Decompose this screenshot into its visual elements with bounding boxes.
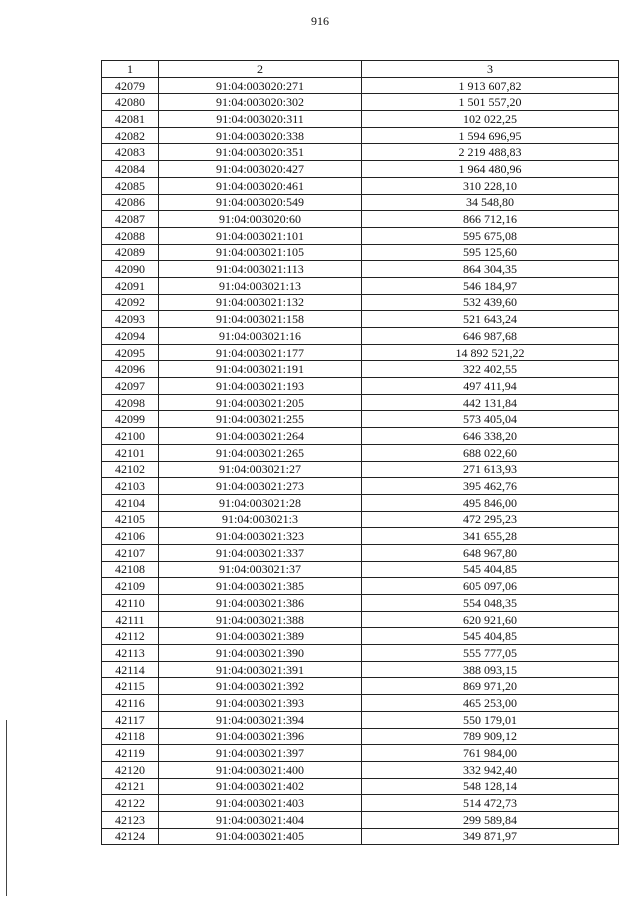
- value-cell: 548 128,14: [362, 778, 619, 795]
- table-row: [102, 444, 619, 461]
- value-cell: 550 179,01: [362, 711, 619, 728]
- cadastral-number-cell: 91:04:003021:264: [159, 428, 362, 445]
- row-number-cell: 42113: [102, 645, 159, 662]
- table-row: [102, 111, 619, 128]
- cadastral-number-cell: 91:04:003021:158: [159, 311, 362, 328]
- cadastral-number-cell: 91:04:003021:273: [159, 478, 362, 495]
- table-row: [102, 411, 619, 428]
- value-cell: 521 643,24: [362, 311, 619, 328]
- registry-table: [101, 60, 619, 845]
- value-cell: 595 675,08: [362, 227, 619, 244]
- cadastral-number-cell: 91:04:003021:27: [159, 461, 362, 478]
- table-row: [102, 361, 619, 378]
- cadastral-number-cell: 91:04:003021:386: [159, 595, 362, 612]
- cadastral-number-cell: 91:04:003021:193: [159, 378, 362, 395]
- table-row: [102, 144, 619, 161]
- row-number-cell: 42106: [102, 528, 159, 545]
- table-row: [102, 478, 619, 495]
- row-number-cell: 42088: [102, 227, 159, 244]
- value-cell: 554 048,35: [362, 595, 619, 612]
- value-cell: 869 971,20: [362, 678, 619, 695]
- row-number-cell: 42079: [102, 77, 159, 94]
- table-row: [102, 94, 619, 111]
- value-cell: 497 411,94: [362, 378, 619, 395]
- table-row: [102, 394, 619, 411]
- row-number-cell: 42114: [102, 661, 159, 678]
- table-row: [102, 811, 619, 828]
- table-row: [102, 211, 619, 228]
- row-number-cell: 42092: [102, 294, 159, 311]
- row-number-cell: 42082: [102, 127, 159, 144]
- value-cell: 1 501 557,20: [362, 94, 619, 111]
- table-row: [102, 561, 619, 578]
- cadastral-number-cell: 91:04:003021:337: [159, 544, 362, 561]
- value-cell: 595 125,60: [362, 244, 619, 261]
- cadastral-number-cell: 91:04:003020:302: [159, 94, 362, 111]
- row-number-cell: 42118: [102, 728, 159, 745]
- value-cell: 442 131,84: [362, 394, 619, 411]
- table-row: [102, 795, 619, 812]
- value-cell: 34 548,80: [362, 194, 619, 211]
- row-number-cell: 42085: [102, 177, 159, 194]
- row-number-cell: 42099: [102, 411, 159, 428]
- table-row: [102, 177, 619, 194]
- row-number-cell: 42109: [102, 578, 159, 595]
- value-cell: 620 921,60: [362, 611, 619, 628]
- cadastral-number-cell: 91:04:003021:396: [159, 728, 362, 745]
- cadastral-number-cell: 91:04:003021:392: [159, 678, 362, 695]
- cadastral-number-cell: 91:04:003021:132: [159, 294, 362, 311]
- value-cell: 761 984,00: [362, 745, 619, 762]
- cadastral-number-cell: 91:04:003021:394: [159, 711, 362, 728]
- value-cell: 573 405,04: [362, 411, 619, 428]
- value-cell: 1 964 480,96: [362, 161, 619, 178]
- value-cell: 545 404,85: [362, 561, 619, 578]
- row-number-cell: 42105: [102, 511, 159, 528]
- column-header-1: 1: [102, 61, 159, 78]
- row-number-cell: 42123: [102, 811, 159, 828]
- value-cell: 545 404,85: [362, 628, 619, 645]
- registry-table-body: [102, 61, 619, 845]
- cadastral-number-cell: 91:04:003021:101: [159, 227, 362, 244]
- value-cell: 395 462,76: [362, 478, 619, 495]
- row-number-cell: 42117: [102, 711, 159, 728]
- table-row: [102, 227, 619, 244]
- row-number-cell: 42087: [102, 211, 159, 228]
- table-row: [102, 161, 619, 178]
- table-row: [102, 661, 619, 678]
- value-cell: 1 913 607,82: [362, 77, 619, 94]
- table-row: [102, 328, 619, 345]
- row-number-cell: 42081: [102, 111, 159, 128]
- cadastral-number-cell: 91:04:003021:37: [159, 561, 362, 578]
- row-number-cell: 42090: [102, 261, 159, 278]
- row-number-cell: 42102: [102, 461, 159, 478]
- row-number-cell: 42097: [102, 378, 159, 395]
- table-row: [102, 277, 619, 294]
- value-cell: 646 338,20: [362, 428, 619, 445]
- row-number-cell: 42120: [102, 761, 159, 778]
- value-cell: 472 295,23: [362, 511, 619, 528]
- value-cell: 14 892 521,22: [362, 344, 619, 361]
- cadastral-number-cell: 91:04:003020:549: [159, 194, 362, 211]
- cadastral-number-cell: 91:04:003021:402: [159, 778, 362, 795]
- table-row: [102, 127, 619, 144]
- table-row: [102, 711, 619, 728]
- row-number-cell: 42115: [102, 678, 159, 695]
- value-cell: 605 097,06: [362, 578, 619, 595]
- cadastral-number-cell: 91:04:003020:427: [159, 161, 362, 178]
- table-row: [102, 628, 619, 645]
- cadastral-number-cell: 91:04:003020:271: [159, 77, 362, 94]
- cadastral-number-cell: 91:04:003021:255: [159, 411, 362, 428]
- value-cell: 332 942,40: [362, 761, 619, 778]
- row-number-cell: 42103: [102, 478, 159, 495]
- table-row: [102, 294, 619, 311]
- column-header-3: 3: [362, 61, 619, 78]
- cadastral-number-cell: 91:04:003021:28: [159, 494, 362, 511]
- cadastral-number-cell: 91:04:003021:13: [159, 277, 362, 294]
- table-row: [102, 578, 619, 595]
- value-cell: 341 655,28: [362, 528, 619, 545]
- cadastral-number-cell: 91:04:003020:311: [159, 111, 362, 128]
- row-number-cell: 42111: [102, 611, 159, 628]
- row-number-cell: 42101: [102, 444, 159, 461]
- value-cell: 322 402,55: [362, 361, 619, 378]
- cadastral-number-cell: 91:04:003021:191: [159, 361, 362, 378]
- table-row: [102, 544, 619, 561]
- row-number-cell: 42112: [102, 628, 159, 645]
- table-row: [102, 678, 619, 695]
- cadastral-number-cell: 91:04:003021:105: [159, 244, 362, 261]
- value-cell: 789 909,12: [362, 728, 619, 745]
- cadastral-number-cell: 91:04:003020:351: [159, 144, 362, 161]
- table-row: [102, 428, 619, 445]
- value-cell: 514 472,73: [362, 795, 619, 812]
- value-cell: 648 967,80: [362, 544, 619, 561]
- table-header-row: [102, 61, 619, 78]
- table-row: [102, 461, 619, 478]
- cadastral-number-cell: 91:04:003021:400: [159, 761, 362, 778]
- cadastral-number-cell: 91:04:003021:404: [159, 811, 362, 828]
- row-number-cell: 42095: [102, 344, 159, 361]
- table-row: [102, 828, 619, 845]
- table-row: [102, 645, 619, 662]
- table-row: [102, 595, 619, 612]
- table-row: [102, 494, 619, 511]
- table-row: [102, 745, 619, 762]
- row-number-cell: 42089: [102, 244, 159, 261]
- cadastral-number-cell: 91:04:003021:323: [159, 528, 362, 545]
- value-cell: 688 022,60: [362, 444, 619, 461]
- cadastral-number-cell: 91:04:003021:265: [159, 444, 362, 461]
- value-cell: 532 439,60: [362, 294, 619, 311]
- row-number-cell: 42107: [102, 544, 159, 561]
- table-row: [102, 244, 619, 261]
- cadastral-number-cell: 91:04:003021:177: [159, 344, 362, 361]
- table-row: [102, 194, 619, 211]
- table-row: [102, 311, 619, 328]
- value-cell: 495 846,00: [362, 494, 619, 511]
- table-row: [102, 77, 619, 94]
- table-row: [102, 378, 619, 395]
- value-cell: 866 712,16: [362, 211, 619, 228]
- table-row: [102, 761, 619, 778]
- cadastral-number-cell: 91:04:003021:390: [159, 645, 362, 662]
- row-number-cell: 42096: [102, 361, 159, 378]
- row-number-cell: 42122: [102, 795, 159, 812]
- value-cell: 864 304,35: [362, 261, 619, 278]
- row-number-cell: 42121: [102, 778, 159, 795]
- row-number-cell: 42086: [102, 194, 159, 211]
- table-row: [102, 261, 619, 278]
- value-cell: 465 253,00: [362, 695, 619, 712]
- row-number-cell: 42104: [102, 494, 159, 511]
- value-cell: 310 228,10: [362, 177, 619, 194]
- column-header-2: 2: [159, 61, 362, 78]
- row-number-cell: 42124: [102, 828, 159, 845]
- value-cell: 299 589,84: [362, 811, 619, 828]
- value-cell: 102 022,25: [362, 111, 619, 128]
- page-number: 916: [311, 14, 329, 28]
- value-cell: 546 184,97: [362, 277, 619, 294]
- value-cell: 555 777,05: [362, 645, 619, 662]
- cadastral-number-cell: 91:04:003020:338: [159, 127, 362, 144]
- row-number-cell: 42110: [102, 595, 159, 612]
- value-cell: 388 093,15: [362, 661, 619, 678]
- row-number-cell: 42080: [102, 94, 159, 111]
- row-number-cell: 42100: [102, 428, 159, 445]
- cadastral-number-cell: 91:04:003021:393: [159, 695, 362, 712]
- value-cell: 1 594 696,95: [362, 127, 619, 144]
- scan-margin-line: [6, 720, 7, 896]
- table-row: [102, 611, 619, 628]
- value-cell: 271 613,93: [362, 461, 619, 478]
- cadastral-number-cell: 91:04:003021:397: [159, 745, 362, 762]
- cadastral-number-cell: 91:04:003021:405: [159, 828, 362, 845]
- table-row: [102, 728, 619, 745]
- cadastral-number-cell: 91:04:003021:205: [159, 394, 362, 411]
- row-number-cell: 42093: [102, 311, 159, 328]
- cadastral-number-cell: 91:04:003020:461: [159, 177, 362, 194]
- row-number-cell: 42119: [102, 745, 159, 762]
- row-number-cell: 42094: [102, 328, 159, 345]
- cadastral-number-cell: 91:04:003021:388: [159, 611, 362, 628]
- cadastral-number-cell: 91:04:003021:389: [159, 628, 362, 645]
- cadastral-number-cell: 91:04:003020:60: [159, 211, 362, 228]
- row-number-cell: 42091: [102, 277, 159, 294]
- row-number-cell: 42084: [102, 161, 159, 178]
- cadastral-number-cell: 91:04:003021:391: [159, 661, 362, 678]
- value-cell: 646 987,68: [362, 328, 619, 345]
- table-row: [102, 344, 619, 361]
- table-row: [102, 528, 619, 545]
- row-number-cell: 42108: [102, 561, 159, 578]
- cadastral-number-cell: 91:04:003021:403: [159, 795, 362, 812]
- cadastral-number-cell: 91:04:003021:3: [159, 511, 362, 528]
- cadastral-number-cell: 91:04:003021:385: [159, 578, 362, 595]
- row-number-cell: 42116: [102, 695, 159, 712]
- value-cell: 2 219 488,83: [362, 144, 619, 161]
- cadastral-number-cell: 91:04:003021:16: [159, 328, 362, 345]
- table-row: [102, 778, 619, 795]
- value-cell: 349 871,97: [362, 828, 619, 845]
- row-number-cell: 42098: [102, 394, 159, 411]
- cadastral-number-cell: 91:04:003021:113: [159, 261, 362, 278]
- table-row: [102, 511, 619, 528]
- row-number-cell: 42083: [102, 144, 159, 161]
- table-row: [102, 695, 619, 712]
